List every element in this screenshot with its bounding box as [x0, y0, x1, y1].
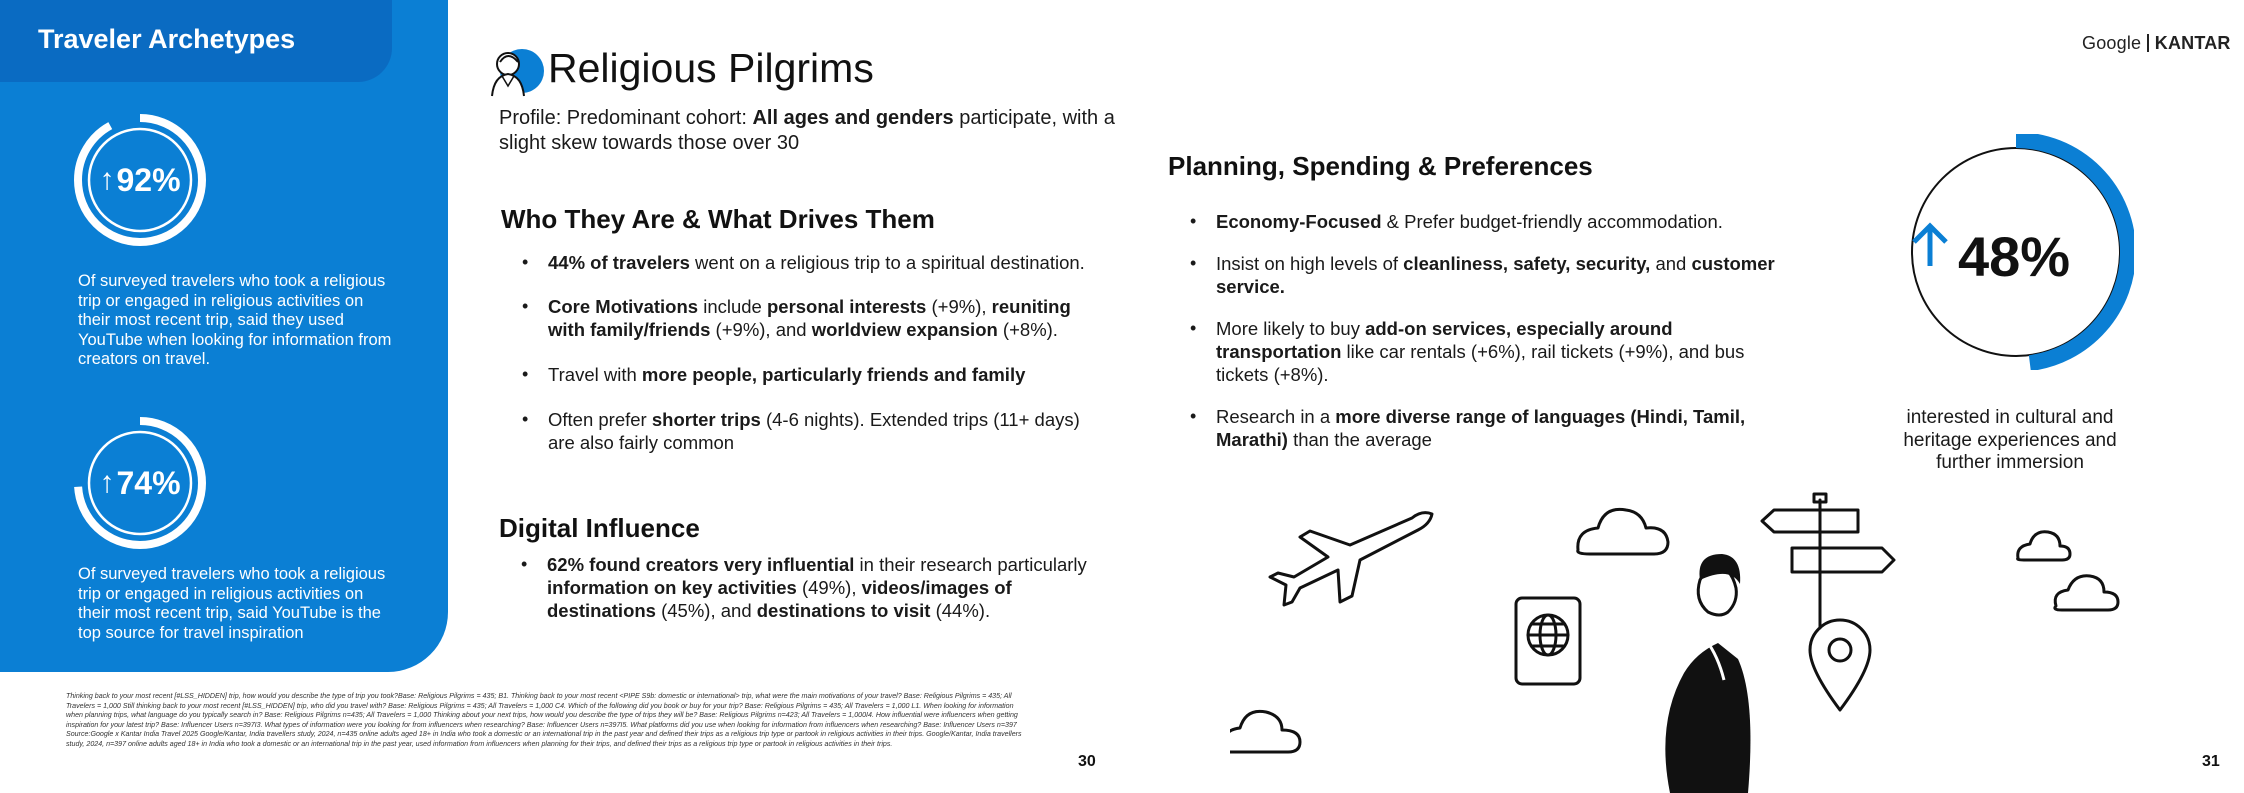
- stat-74-description: Of surveyed travelers who took a religious trip or engaged in religious activities on their most recent trip, said YouTube is the top source for travel inspiration: [78, 565, 386, 642]
- list-item: • 44% of travelers went on a religious trip to a spiritual destination.: [548, 251, 1108, 274]
- brand-logo: Google KANTAR: [2082, 33, 2231, 53]
- planning-bullet-list: [1216, 210, 1776, 472]
- list-item: • Travel with more people, particularly friends and family: [548, 363, 1108, 386]
- who-bullet-list: [548, 251, 1108, 475]
- stat-48-caption: interested in cultural and heritage experiences and further immersion: [1903, 407, 2117, 473]
- page-number-30: 30: [1078, 753, 1096, 770]
- traveler-figure-icon: [1665, 554, 1750, 793]
- list-item: • Core Motivations include personal interests (+9%), reuniting with family/friends (+9%), and worldview expansion (+8%).: [548, 295, 1108, 341]
- stat-ring-48: [1898, 134, 2134, 370]
- stat-ring-74-label: ↑ 74%: [99, 464, 181, 501]
- list-item: • Insist on high levels of cleanliness, safety, security, and customer service.: [1216, 252, 1776, 298]
- footnote: Thinking back to your most recent [#LSS_HIDDEN] trip, how would you describe the type of trip you took?Base: Religious Pilgrims = 435; B1. Thinking back to your most recent <PIPE S9b: domestic or international> trip, what were the main motivations of your travel? Base: Religious Pilgrims = 435; All Travelers = 1,000 Still thinking back to your most recent [#LSS_HIDDEN] trip, who did you travel with? Base: Religious Pilgrims = 435; All Travelers = 1,000 C4. Which of the following did you book or buy for your trip? Base: Religious Pilgrims = 435; All Travelers = 1,000 L1. When looking for information when planning trips, what language do you typically search in? Base: Religious Pilgrims n=435; All Travelers = 1,000 Thinking about your next trips, how would you describe the type of trips they will be? Base: Religious Pilgrims n=423; All Travelers = 1,000I4. How influential were influencers when getting inspiration for your latest trip? Base: Influencer Users n=397I3. What types of information were you looking for from influencers when researching? Base: Influencer Users n=397I5. What platforms did you use when looking for information from influencers when researching? Base: Influencer Users n=397 Source:Google x Kantar India Travel 2025 Google/Kantar, India travellers study, 2024, n=435 online adults aged 18+ in India who took a domestic or an international trip in the past year and defined their trips as a religious trip type or partook in religious activities in their trips. Google/Kantar, India travellers study, 2024, n=397 online adults aged 18+ in India who took a domestic or an international trip in the past year, used information from influencers when planning for their trips, and defined their trips as a religious trip type or partook in religious activities in their trips.: [66, 692, 1022, 748]
- list-item: • Often prefer shorter trips (4-6 nights). Extended trips (11+ days) are also fairly common: [548, 408, 1108, 454]
- location-pin-icon: [1810, 620, 1870, 710]
- airplane-icon: [1270, 513, 1432, 605]
- signpost-icon: [1762, 494, 1894, 628]
- cloud-icon: [1578, 509, 1668, 554]
- digital-heading: Digital Influence: [499, 513, 700, 543]
- travel-illustration: [1230, 480, 2130, 793]
- planning-heading: Planning, Spending & Preferences: [1168, 151, 1593, 181]
- passport-icon: [1516, 598, 1580, 684]
- cloud-icon: [2018, 532, 2070, 560]
- stat-ring-74: [72, 415, 208, 551]
- arrow-up-icon: [1914, 226, 1946, 266]
- profile-text: Profile: Predominant cohort: All ages and genders participate, with a slight skew towards those over 30: [499, 107, 1115, 154]
- stat-92-description: Of surveyed travelers who took a religious trip or engaged in religious activities on their most recent trip, said they used YouTube when looking for information from creators on travel.: [78, 272, 392, 368]
- arrow-up-icon: ↑: [99, 163, 115, 196]
- arrow-up-icon: ↑: [99, 466, 115, 499]
- page-number-31: 31: [2202, 753, 2220, 770]
- stat-ring-48-graphic: [1898, 134, 2134, 370]
- list-item: • More likely to buy add-on services, especially around transportation like car rentals (+6%), rail tickets (+9%), and bus tickets (+8%).: [1216, 317, 1776, 386]
- stat-48-label: 48%: [1958, 225, 2071, 288]
- list-item: • 62% found creators very influential in their research particularly information on key activities (49%), videos/images of destinations (45%), and destinations to visit (44%).: [547, 553, 1107, 622]
- cloud-icon: [1230, 711, 1300, 752]
- who-heading: Who They Are & What Drives Them: [501, 204, 935, 234]
- digital-bullet-list: [547, 553, 1107, 643]
- pilgrim-avatar-icon: [486, 40, 548, 102]
- stat-ring-92-label: ↑ 92%: [99, 161, 181, 198]
- page-title: Religious Pilgrims: [548, 45, 874, 91]
- list-item: • Economy-Focused & Prefer budget-friendly accommodation.: [1216, 210, 1776, 233]
- sidebar-title: Traveler Archetypes: [38, 24, 296, 54]
- stat-ring-92: [72, 112, 208, 248]
- cloud-icon: [2055, 576, 2118, 610]
- list-item: • Research in a more diverse range of languages (Hindi, Tamil, Marathi) than the average: [1216, 405, 1776, 451]
